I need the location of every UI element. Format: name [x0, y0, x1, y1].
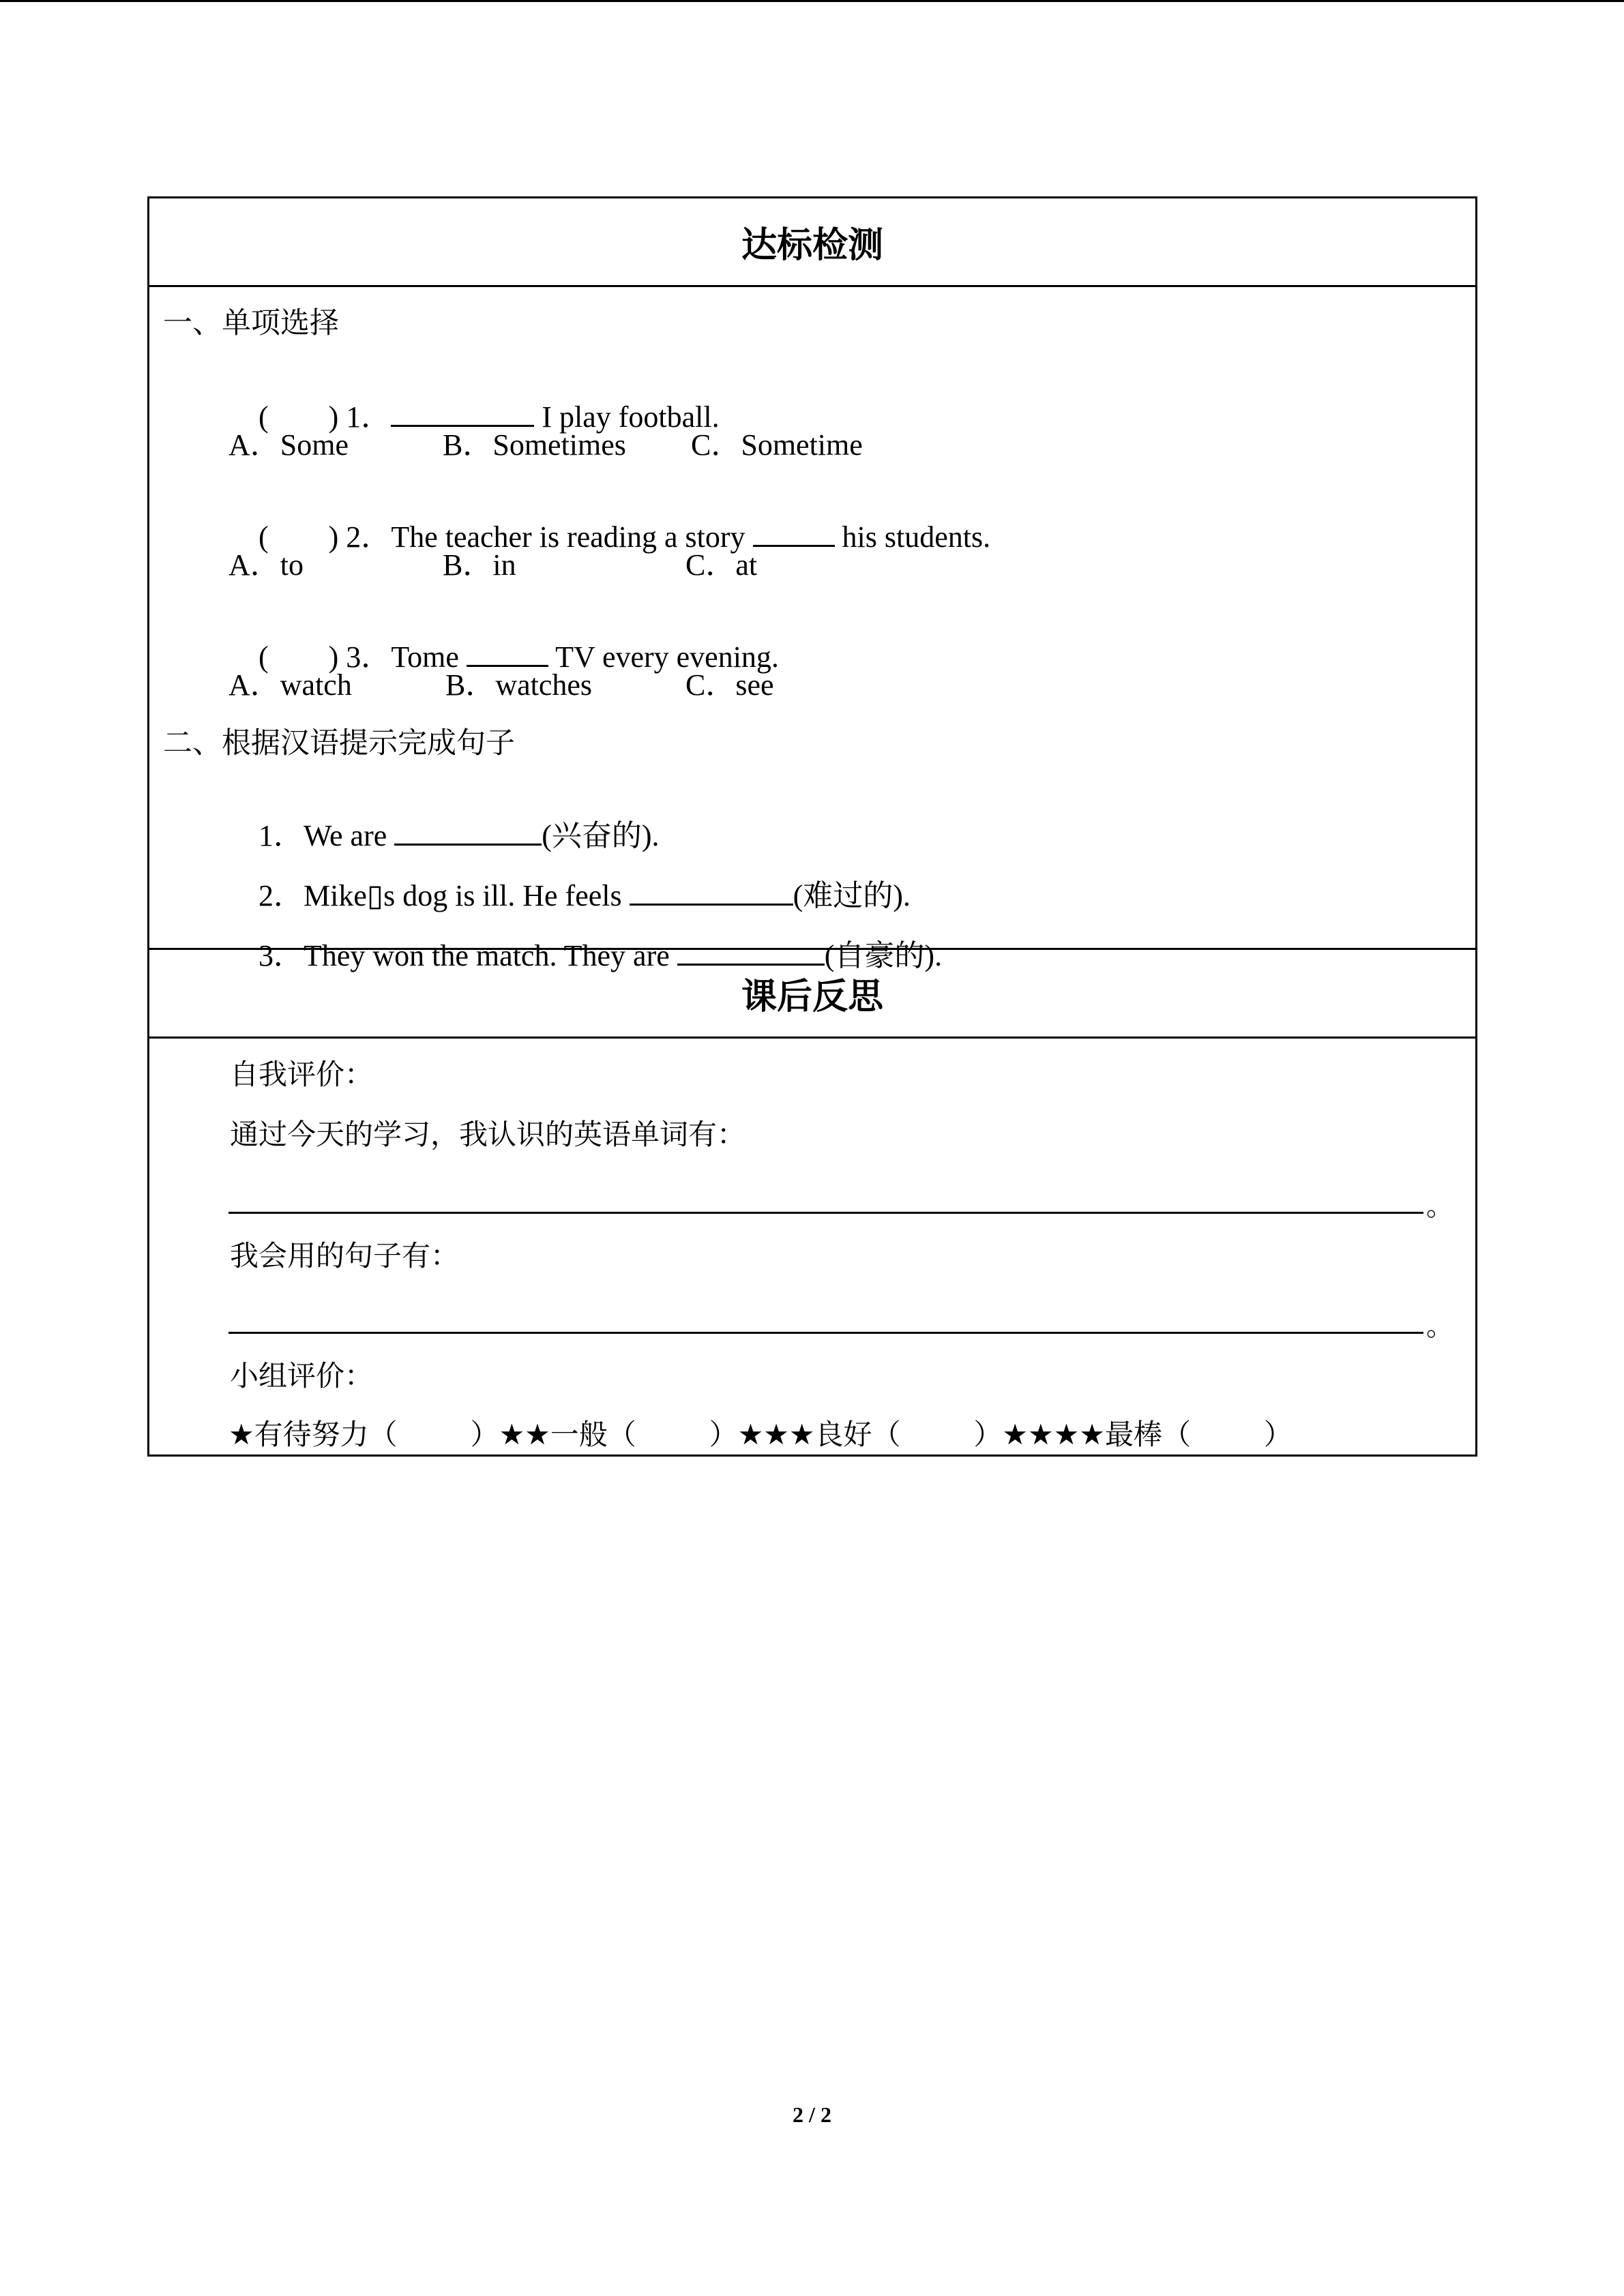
sentences-answer-line[interactable]	[228, 1332, 1423, 1334]
sentences-period: 。	[1426, 1311, 1453, 1342]
sentence-2-text: 2．Mike▯s dog is ill. He feels	[259, 879, 630, 912]
q1-option-a: A．Some	[228, 428, 349, 462]
part2-title: 二、根据汉语提示完成句子	[163, 726, 515, 760]
words-answer-line[interactable]	[228, 1212, 1423, 1214]
words-period: 。	[1426, 1191, 1453, 1222]
question-2	[228, 490, 990, 582]
answer-paren-1[interactable]: ( ) 1．	[259, 400, 392, 434]
section-title-reflection: 课后反思	[149, 948, 1475, 1039]
answer-paren-3[interactable]: ( ) 3．	[259, 640, 392, 674]
worksheet-table	[147, 196, 1477, 1457]
answer-paren-2[interactable]: ( ) 2．	[259, 520, 392, 554]
sentence-3-text: 3．They won the match. They are	[259, 939, 677, 972]
q1-option-c: C．Sometime	[691, 428, 863, 462]
page-top-rule	[0, 0, 1624, 2]
q3-option-a: A．watch	[228, 668, 352, 702]
question-3-text-after: TV every evening.	[548, 640, 779, 674]
sentence-1-hint: (兴奋的).	[542, 819, 660, 852]
fill-blank-q2[interactable]	[753, 520, 835, 547]
star-rating-line[interactable]: ★有待努力（ ）★★一般（ ）★★★良好（ ）★★★★最棒（ ）	[228, 1418, 1293, 1451]
q2-option-a: A．to	[228, 548, 304, 582]
group-evaluation-label: 小组评价：	[230, 1359, 374, 1392]
part1-title: 一、单项选择	[163, 306, 339, 340]
q3-option-c: C．see	[685, 668, 774, 702]
q1-option-b: B．Sometimes	[443, 428, 626, 462]
self-evaluation-label: 自我评价：	[230, 1058, 374, 1091]
words-prompt: 通过今天的学习，我认识的英语单词有：	[230, 1118, 746, 1151]
sentence-1-text: 1．We are	[259, 819, 395, 852]
question-1-text: I play football.	[534, 400, 720, 434]
question-3-text-before: Tome	[391, 640, 467, 674]
question-2-text-after: his students.	[834, 520, 991, 554]
sentences-prompt: 我会用的句子有：	[230, 1239, 460, 1272]
page-number: 2 / 2	[793, 2102, 831, 2127]
fill-blank-s2[interactable]	[630, 879, 793, 906]
fill-blank-q3[interactable]	[467, 640, 548, 667]
section-title-test: 达标检测	[149, 198, 1475, 287]
question-2-text-before: The teacher is reading a story	[391, 520, 753, 554]
q3-option-b: B．watches	[445, 668, 593, 702]
sentence-2-hint: (难过的).	[793, 879, 911, 912]
fill-blank-q1[interactable]	[391, 400, 534, 427]
q2-option-b: B．in	[443, 548, 516, 582]
sentence-3-hint: (自豪的).	[824, 939, 943, 972]
fill-blank-s1[interactable]	[394, 819, 542, 846]
q2-option-c: C．at	[685, 548, 758, 582]
